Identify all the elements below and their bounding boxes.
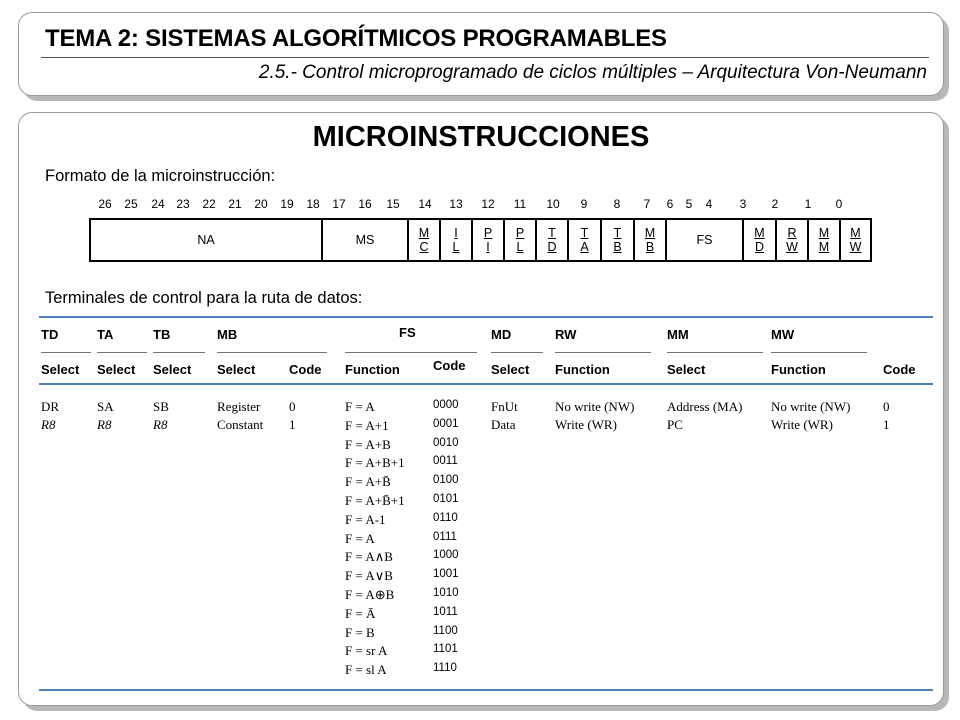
bit-number: 21: [228, 197, 242, 211]
field-ta-top: T: [580, 226, 589, 240]
mw-code-values: [883, 398, 890, 434]
topic-title: TEMA 2: SISTEMAS ALGORÍTMICOS PROGRAMABLES: [45, 25, 667, 52]
list-item: Write (WR): [555, 417, 617, 432]
field-pi-top: P: [483, 226, 493, 240]
field-mb-top: M: [644, 226, 656, 240]
field-md-bottom: D: [754, 240, 764, 254]
subheader-mb-select: Select: [217, 362, 256, 377]
list-item: F = sr A: [345, 643, 388, 659]
group-underline: [97, 352, 147, 353]
list-item: Address (MA): [667, 399, 743, 414]
field-mc-top: M: [418, 226, 430, 240]
list-item: R8: [97, 417, 112, 432]
field-mb: [633, 218, 665, 262]
list-item: 0110: [433, 511, 458, 524]
list-item: Write (WR): [771, 417, 833, 432]
table-top-rule: [39, 316, 933, 318]
list-item: F = sl A: [345, 662, 387, 678]
mm-values: [667, 398, 742, 434]
field-fs: [665, 218, 742, 262]
list-item: 1: [883, 417, 890, 432]
group-underline: [153, 352, 205, 353]
field-ms-label: MS: [355, 233, 375, 247]
list-item: F = A∧B: [345, 549, 393, 565]
table-header-rule: [39, 383, 933, 385]
bit-number: 4: [705, 197, 713, 211]
md-values: [491, 398, 518, 434]
field-md: [742, 218, 775, 262]
list-item: 0: [289, 399, 296, 414]
bit-number: 2: [771, 197, 779, 211]
field-na-label: NA: [197, 233, 215, 247]
header-ta: TA: [97, 327, 114, 342]
mb-code-values: [289, 398, 296, 434]
header-tb: TB: [153, 327, 171, 342]
group-underline: [345, 352, 477, 353]
td-values: [41, 398, 59, 434]
list-item: 1001: [433, 568, 459, 581]
field-fs-label: FS: [696, 233, 713, 247]
field-rw-top: R: [787, 226, 797, 240]
list-item: F = A: [345, 530, 375, 546]
subheader-mm: Select: [667, 362, 706, 377]
field-ta-bottom: A: [580, 240, 589, 254]
list-item: Data: [491, 417, 516, 432]
bit-number: 15: [386, 197, 400, 211]
subheader-fs-function: Function: [345, 362, 400, 377]
group-underline: [41, 352, 91, 353]
list-item: F = Ā: [345, 605, 376, 621]
field-mw-top: M: [850, 226, 861, 240]
subheader-fs-code: Code: [433, 358, 466, 373]
list-item: DR: [41, 399, 60, 414]
bit-number: 19: [280, 197, 294, 211]
list-item: No write (NW): [555, 399, 635, 414]
list-item: 1: [289, 417, 296, 432]
field-mm: [807, 218, 839, 262]
bit-number: 13: [449, 197, 463, 211]
group-underline: [555, 352, 651, 353]
table-bottom-rule: [39, 689, 933, 691]
field-ms: [321, 218, 407, 262]
list-item: SA: [97, 399, 114, 414]
bit-number: 1: [804, 197, 812, 211]
list-item: F = A+B̄+1: [345, 492, 405, 508]
subheader-td: Select: [41, 362, 80, 377]
field-rw: [775, 218, 807, 262]
field-pl-bottom: L: [516, 240, 524, 254]
list-item: No write (NW): [771, 399, 851, 414]
list-item: 1110: [433, 662, 457, 675]
bit-number: 20: [254, 197, 268, 211]
header-rw: RW: [555, 327, 577, 342]
main-panel: [18, 112, 944, 706]
list-item: 0010: [433, 436, 459, 449]
ta-values: [97, 398, 114, 434]
format-label: Formato de la microinstrucción:: [45, 167, 276, 185]
field-tb-top: T: [613, 226, 622, 240]
list-item: 0111: [433, 530, 457, 543]
list-item: R8: [41, 417, 56, 432]
bit-number: 6: [666, 197, 674, 211]
field-tb: [600, 218, 633, 262]
field-mc-bottom: C: [419, 240, 429, 254]
subheader-rw: Function: [555, 362, 610, 377]
field-il: [439, 218, 471, 262]
bit-number: 18: [306, 197, 320, 211]
field-td: [535, 218, 567, 262]
list-item: F = A∨B: [345, 568, 393, 584]
field-pl-top: P: [515, 226, 525, 240]
list-item: PC: [667, 417, 683, 432]
header-divider: [41, 57, 929, 58]
header-fs: FS: [399, 325, 416, 340]
field-td-bottom: D: [547, 240, 557, 254]
group-underline: [771, 352, 867, 353]
list-item: 1010: [433, 586, 459, 599]
header-mw: MW: [771, 327, 795, 342]
terminals-label: Terminales de control para la ruta de datos:: [45, 289, 363, 307]
header-td: TD: [41, 327, 59, 342]
field-il-bottom: L: [452, 240, 460, 254]
field-il-top: I: [454, 226, 458, 240]
field-mw: [839, 218, 872, 262]
topic-subtitle: 2.5.- Control microprogramado de ciclos múltiples – Arquitectura Von-Neumann: [258, 62, 927, 83]
list-item: 0011: [433, 455, 458, 468]
bit-number: 22: [202, 197, 216, 211]
header-mm: MM: [667, 327, 689, 342]
bit-number: 17: [332, 197, 346, 211]
field-pi-bottom: I: [486, 240, 490, 254]
field-td-top: T: [548, 226, 556, 240]
bit-number: 24: [151, 197, 165, 211]
list-item: FnUt: [491, 399, 518, 414]
subheader-mb-code: Code: [289, 362, 322, 377]
list-item: 0100: [433, 474, 459, 487]
tb-values: [153, 398, 169, 434]
group-underline: [667, 352, 763, 353]
list-item: 0001: [433, 417, 459, 430]
field-mb-bottom: B: [645, 240, 655, 254]
list-item: 1000: [433, 549, 459, 562]
bit-number: 5: [685, 197, 693, 211]
bit-number: 8: [613, 197, 621, 211]
fs-code-values: [433, 396, 459, 678]
bit-number: 16: [358, 197, 372, 211]
bit-number: 26: [98, 197, 112, 211]
subheader-tb: Select: [153, 362, 192, 377]
list-item: F = A+B+1: [345, 455, 405, 471]
list-item: R8: [153, 417, 168, 432]
list-item: F = A+B̄: [345, 474, 391, 490]
list-item: 0101: [433, 492, 459, 505]
rw-values: [555, 398, 634, 434]
subheader-ta: Select: [97, 362, 136, 377]
bit-number: 9: [580, 197, 588, 211]
field-pl: [503, 218, 535, 262]
list-item: 1101: [433, 643, 458, 656]
field-mc: [407, 218, 439, 262]
bit-number: 7: [643, 197, 651, 211]
slide-title: MICROINSTRUCCIONES: [312, 121, 650, 153]
group-underline: [217, 352, 327, 353]
list-item: 1100: [433, 624, 458, 637]
bit-number: 11: [513, 197, 527, 211]
bit-number: 25: [124, 197, 138, 211]
field-mm-bottom: M: [818, 240, 830, 254]
field-pi: [471, 218, 503, 262]
field-md-top: M: [754, 226, 765, 240]
field-tb-bottom: B: [613, 240, 622, 254]
group-underline: [491, 352, 543, 353]
bit-number: 0: [835, 197, 843, 211]
bit-number: 3: [739, 197, 747, 211]
bit-number: 23: [176, 197, 190, 211]
list-item: 1011: [433, 605, 458, 618]
subheader-md: Select: [491, 362, 530, 377]
bit-number: 12: [481, 197, 495, 211]
list-item: F = B: [345, 624, 375, 640]
list-item: SB: [153, 399, 169, 414]
list-item: Register: [217, 399, 261, 414]
header-md: MD: [491, 327, 512, 342]
header-panel: [18, 12, 944, 96]
list-item: F = A⊕B: [345, 586, 395, 602]
fs-function-values: [345, 398, 405, 680]
list-item: F = A+1: [345, 417, 389, 433]
subheader-mw-function: Function: [771, 362, 826, 377]
list-item: F = A: [345, 399, 375, 414]
bit-number: 14: [418, 197, 432, 211]
bit-number: 10: [546, 197, 560, 211]
list-item: 0: [883, 399, 890, 414]
mw-function-values: [771, 398, 850, 434]
list-item: 0000: [433, 399, 459, 411]
header-mb: MB: [217, 327, 238, 342]
field-mm-top: M: [818, 226, 830, 240]
field-rw-bottom: W: [786, 240, 798, 254]
list-item: Constant: [217, 417, 264, 432]
mb-select-values: [217, 398, 263, 434]
list-item: F = A+B: [345, 436, 391, 452]
subheader-mw-code: Code: [883, 362, 916, 377]
field-ta: [567, 218, 600, 262]
field-na: [89, 218, 321, 262]
field-mw-bottom: W: [849, 240, 862, 254]
list-item: F = A-1: [345, 511, 386, 527]
